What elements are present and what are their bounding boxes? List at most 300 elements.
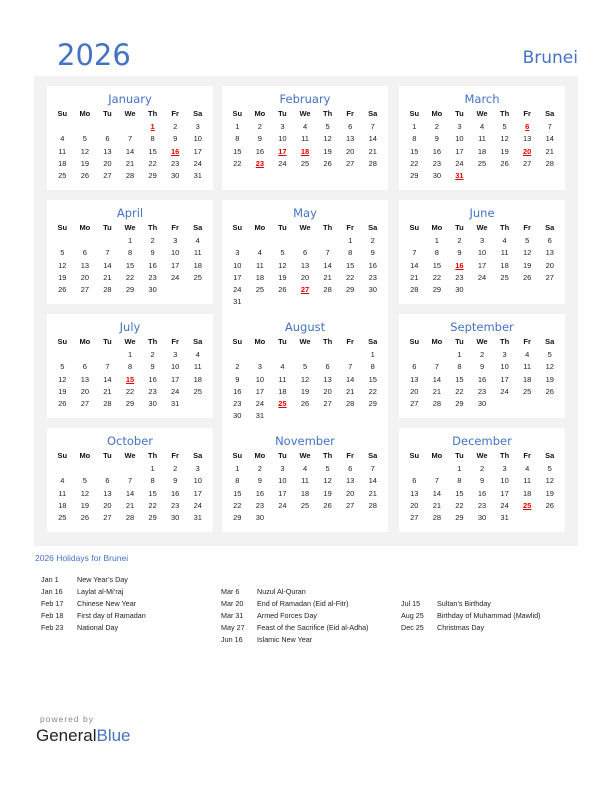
day-cell[interactable]: 18: [300, 488, 310, 498]
day-cell[interactable]: 2: [457, 236, 462, 245]
day-cell[interactable]: 15: [346, 260, 355, 270]
day-cell[interactable]: 19: [323, 488, 332, 498]
day-cell[interactable]: 12: [545, 362, 554, 372]
day-cell[interactable]: 9: [235, 374, 240, 384]
holiday-day[interactable]: 25: [523, 500, 532, 510]
day-cell[interactable]: 11: [58, 146, 67, 156]
day-cell[interactable]: 5: [325, 122, 330, 131]
day-cell[interactable]: 14: [125, 488, 135, 498]
day-cell[interactable]: 22: [148, 158, 157, 168]
day-cell[interactable]: 16: [432, 146, 442, 156]
day-cell[interactable]: 6: [105, 134, 110, 144]
day-cell[interactable]: 8: [412, 134, 417, 144]
day-cell[interactable]: 24: [171, 386, 180, 396]
day-cell[interactable]: 30: [233, 411, 242, 421]
day-cell[interactable]: 1: [235, 464, 240, 473]
day-cell[interactable]: 21: [432, 500, 442, 510]
day-cell[interactable]: 4: [302, 122, 308, 131]
day-cell[interactable]: 21: [545, 146, 554, 156]
day-cell[interactable]: 24: [255, 399, 265, 409]
day-cell[interactable]: 4: [195, 236, 200, 245]
day-cell[interactable]: 11: [193, 248, 202, 258]
day-cell[interactable]: 30: [455, 285, 464, 295]
day-cell[interactable]: 30: [148, 399, 157, 409]
day-cell[interactable]: 25: [300, 500, 310, 510]
day-cell[interactable]: 5: [60, 362, 65, 372]
day-cell[interactable]: 5: [280, 248, 285, 258]
day-cell[interactable]: 13: [80, 374, 90, 384]
day-cell[interactable]: 26: [523, 272, 532, 282]
holiday-day[interactable]: 31: [455, 171, 464, 181]
day-cell[interactable]: 12: [80, 488, 90, 498]
day-cell[interactable]: 30: [368, 285, 377, 295]
day-cell[interactable]: 29: [410, 171, 419, 181]
day-cell[interactable]: 18: [278, 386, 287, 396]
generalblue-logo[interactable]: [36, 726, 131, 746]
day-cell[interactable]: 23: [255, 500, 265, 510]
day-cell[interactable]: 1: [457, 350, 462, 359]
holiday-day[interactable]: 6: [525, 122, 530, 131]
day-cell[interactable]: 13: [410, 374, 419, 384]
day-cell[interactable]: 23: [171, 158, 180, 168]
day-cell[interactable]: 17: [500, 488, 509, 498]
day-cell[interactable]: 15: [233, 488, 242, 498]
day-cell[interactable]: 26: [278, 285, 287, 295]
day-cell[interactable]: 28: [432, 399, 442, 409]
day-cell[interactable]: 9: [370, 248, 375, 258]
day-cell[interactable]: 25: [193, 272, 202, 282]
day-cell[interactable]: 2: [150, 350, 155, 359]
day-cell[interactable]: 15: [410, 146, 419, 156]
day-cell[interactable]: 28: [545, 158, 554, 168]
day-cell[interactable]: 14: [432, 374, 442, 384]
day-cell[interactable]: 9: [257, 476, 262, 486]
day-cell[interactable]: 16: [171, 488, 180, 498]
day-cell[interactable]: 9: [173, 134, 178, 144]
day-cell[interactable]: 28: [323, 285, 332, 295]
day-cell[interactable]: 8: [348, 248, 353, 258]
day-cell[interactable]: 13: [103, 488, 112, 498]
day-cell[interactable]: 1: [127, 350, 133, 359]
day-cell[interactable]: 3: [502, 464, 507, 473]
day-cell[interactable]: 20: [410, 500, 419, 510]
day-cell[interactable]: 31: [255, 411, 265, 421]
day-cell[interactable]: 16: [368, 260, 377, 270]
day-cell[interactable]: 29: [368, 399, 377, 409]
day-cell[interactable]: 13: [80, 260, 90, 270]
holiday-day[interactable]: 20: [523, 146, 532, 156]
day-cell[interactable]: 9: [434, 134, 439, 144]
day-cell[interactable]: 20: [80, 386, 90, 396]
day-cell[interactable]: 15: [148, 488, 157, 498]
day-cell[interactable]: 3: [173, 236, 178, 245]
day-cell[interactable]: 7: [412, 248, 417, 258]
day-cell[interactable]: 20: [103, 500, 112, 510]
holiday-day[interactable]: 27: [300, 285, 310, 295]
day-cell[interactable]: 3: [280, 464, 285, 473]
day-cell[interactable]: 2: [257, 464, 262, 473]
day-cell[interactable]: 16: [255, 146, 265, 156]
day-cell[interactable]: 14: [545, 134, 554, 144]
day-cell[interactable]: 6: [302, 248, 308, 258]
day-cell[interactable]: 7: [348, 362, 353, 372]
day-cell[interactable]: 20: [410, 386, 419, 396]
day-cell[interactable]: 6: [348, 464, 353, 473]
day-cell[interactable]: 24: [278, 500, 287, 510]
day-cell[interactable]: 13: [523, 134, 532, 144]
day-cell[interactable]: 2: [434, 122, 439, 131]
day-cell[interactable]: 26: [58, 399, 67, 409]
day-cell[interactable]: 20: [545, 260, 554, 270]
day-cell[interactable]: 28: [125, 513, 135, 523]
day-cell[interactable]: 12: [58, 260, 67, 270]
day-cell[interactable]: 27: [410, 513, 419, 523]
day-cell[interactable]: 8: [127, 248, 133, 258]
day-cell[interactable]: 25: [477, 158, 487, 168]
day-cell[interactable]: 1: [457, 464, 462, 473]
day-cell[interactable]: 18: [58, 500, 67, 510]
day-cell[interactable]: 19: [300, 386, 310, 396]
day-cell[interactable]: 8: [235, 476, 240, 486]
day-cell[interactable]: 27: [346, 500, 355, 510]
day-cell[interactable]: 15: [148, 146, 157, 156]
day-cell[interactable]: 11: [255, 260, 264, 270]
day-cell[interactable]: 4: [257, 248, 262, 258]
day-cell[interactable]: 23: [171, 500, 180, 510]
day-cell[interactable]: 12: [80, 146, 90, 156]
day-cell[interactable]: 26: [545, 386, 554, 396]
day-cell[interactable]: 22: [125, 386, 135, 396]
day-cell[interactable]: 4: [195, 350, 200, 359]
day-cell[interactable]: 15: [368, 374, 377, 384]
day-cell[interactable]: 6: [105, 476, 110, 486]
day-cell[interactable]: 8: [457, 362, 462, 372]
day-cell[interactable]: 19: [58, 272, 67, 282]
day-cell[interactable]: 26: [323, 500, 332, 510]
day-cell[interactable]: 4: [479, 122, 485, 131]
day-cell[interactable]: 27: [545, 272, 554, 282]
day-cell[interactable]: 16: [148, 374, 157, 384]
day-cell[interactable]: 31: [233, 297, 242, 307]
day-cell[interactable]: 2: [173, 122, 178, 131]
day-cell[interactable]: 5: [502, 122, 507, 131]
day-cell[interactable]: 15: [455, 374, 464, 384]
day-cell[interactable]: 7: [325, 248, 330, 258]
day-cell[interactable]: 5: [82, 476, 87, 486]
day-cell[interactable]: 2: [173, 464, 178, 473]
day-cell[interactable]: 3: [173, 350, 178, 359]
day-cell[interactable]: 11: [193, 362, 202, 372]
day-cell[interactable]: 7: [105, 362, 110, 372]
day-cell[interactable]: 7: [105, 248, 110, 258]
day-cell[interactable]: 12: [523, 248, 532, 258]
day-cell[interactable]: 30: [171, 171, 180, 181]
day-cell[interactable]: 18: [193, 374, 202, 384]
day-cell[interactable]: 5: [302, 362, 308, 372]
day-cell[interactable]: 21: [103, 386, 112, 396]
day-cell[interactable]: 17: [171, 260, 180, 270]
day-cell[interactable]: 1: [412, 122, 417, 131]
day-cell[interactable]: 27: [103, 171, 112, 181]
day-cell[interactable]: 5: [547, 464, 552, 473]
day-cell[interactable]: 24: [500, 500, 509, 510]
day-cell[interactable]: 10: [278, 134, 287, 144]
day-cell[interactable]: 22: [368, 386, 377, 396]
day-cell[interactable]: 9: [257, 134, 262, 144]
day-cell[interactable]: 29: [432, 285, 442, 295]
day-cell[interactable]: 12: [58, 374, 67, 384]
day-cell[interactable]: 10: [455, 134, 464, 144]
day-cell[interactable]: 7: [127, 476, 133, 486]
day-cell[interactable]: 4: [502, 236, 507, 245]
day-cell[interactable]: 10: [171, 362, 180, 372]
day-cell[interactable]: 14: [346, 374, 355, 384]
day-cell[interactable]: 13: [346, 476, 355, 486]
day-cell[interactable]: 17: [255, 386, 265, 396]
day-cell[interactable]: 1: [127, 236, 133, 245]
day-cell[interactable]: 21: [323, 272, 332, 282]
day-cell[interactable]: 17: [278, 488, 287, 498]
day-cell[interactable]: 3: [195, 122, 200, 131]
day-cell[interactable]: 2: [257, 122, 262, 131]
day-cell[interactable]: 29: [125, 399, 135, 409]
day-cell[interactable]: 20: [103, 158, 112, 168]
day-cell[interactable]: 8: [127, 362, 133, 372]
day-cell[interactable]: 25: [255, 285, 265, 295]
day-cell[interactable]: 7: [127, 134, 133, 144]
day-cell[interactable]: 3: [502, 350, 507, 359]
day-cell[interactable]: 1: [150, 464, 155, 473]
day-cell[interactable]: 7: [370, 464, 375, 473]
day-cell[interactable]: 26: [300, 399, 310, 409]
day-cell[interactable]: 24: [171, 272, 180, 282]
day-cell[interactable]: 19: [545, 488, 554, 498]
day-cell[interactable]: 22: [455, 500, 464, 510]
day-cell[interactable]: 9: [150, 362, 155, 372]
day-cell[interactable]: 3: [479, 236, 485, 245]
day-cell[interactable]: 17: [193, 488, 202, 498]
day-cell[interactable]: 24: [278, 158, 287, 168]
day-cell[interactable]: 27: [103, 513, 112, 523]
day-cell[interactable]: 18: [255, 272, 265, 282]
holiday-day[interactable]: 23: [255, 158, 265, 168]
day-cell[interactable]: 3: [280, 122, 285, 131]
day-cell[interactable]: 5: [547, 350, 552, 359]
day-cell[interactable]: 19: [545, 374, 554, 384]
day-cell[interactable]: 6: [82, 362, 87, 372]
day-cell[interactable]: 24: [500, 386, 509, 396]
day-cell[interactable]: 11: [278, 374, 287, 384]
day-cell[interactable]: 30: [477, 399, 487, 409]
day-cell[interactable]: 10: [255, 374, 265, 384]
day-cell[interactable]: 11: [301, 134, 309, 144]
day-cell[interactable]: 29: [233, 513, 242, 523]
day-cell[interactable]: 28: [410, 285, 419, 295]
day-cell[interactable]: 10: [477, 248, 487, 258]
day-cell[interactable]: 25: [500, 272, 509, 282]
day-cell[interactable]: 14: [432, 488, 442, 498]
day-cell[interactable]: 17: [477, 260, 487, 270]
day-cell[interactable]: 22: [455, 386, 464, 396]
day-cell[interactable]: 20: [323, 386, 332, 396]
day-cell[interactable]: 10: [233, 260, 242, 270]
day-cell[interactable]: 4: [60, 134, 65, 144]
day-cell[interactable]: 5: [82, 134, 87, 144]
day-cell[interactable]: 22: [432, 272, 442, 282]
day-cell[interactable]: 28: [125, 171, 135, 181]
day-cell[interactable]: 16: [477, 374, 487, 384]
day-cell[interactable]: 10: [193, 134, 202, 144]
day-cell[interactable]: 27: [80, 285, 90, 295]
day-cell[interactable]: 10: [500, 362, 509, 372]
day-cell[interactable]: 23: [477, 386, 487, 396]
day-cell[interactable]: 24: [233, 285, 242, 295]
day-cell[interactable]: 9: [150, 248, 155, 258]
day-cell[interactable]: 23: [477, 500, 487, 510]
day-cell[interactable]: 14: [410, 260, 419, 270]
day-cell[interactable]: 23: [233, 399, 242, 409]
holiday-day[interactable]: 18: [300, 146, 310, 156]
day-cell[interactable]: 26: [80, 513, 90, 523]
day-cell[interactable]: 25: [58, 171, 67, 181]
day-cell[interactable]: 28: [368, 158, 377, 168]
day-cell[interactable]: 23: [432, 158, 442, 168]
day-cell[interactable]: 15: [432, 260, 442, 270]
day-cell[interactable]: 17: [171, 374, 180, 384]
holiday-day[interactable]: 16: [455, 260, 464, 270]
day-cell[interactable]: 5: [525, 236, 530, 245]
day-cell[interactable]: 12: [545, 476, 554, 486]
day-cell[interactable]: 10: [171, 248, 180, 258]
day-cell[interactable]: 30: [432, 171, 442, 181]
day-cell[interactable]: 6: [412, 362, 417, 372]
day-cell[interactable]: 29: [455, 513, 464, 523]
day-cell[interactable]: 30: [255, 513, 265, 523]
day-cell[interactable]: 8: [434, 248, 439, 258]
holiday-day[interactable]: 17: [278, 146, 287, 156]
day-cell[interactable]: 9: [173, 476, 178, 486]
day-cell[interactable]: 12: [323, 134, 332, 144]
day-cell[interactable]: 12: [323, 476, 332, 486]
day-cell[interactable]: 6: [348, 122, 353, 131]
day-cell[interactable]: 4: [525, 350, 530, 359]
day-cell[interactable]: 5: [60, 248, 65, 258]
day-cell[interactable]: 26: [323, 158, 332, 168]
day-cell[interactable]: 31: [500, 513, 509, 523]
day-cell[interactable]: 14: [368, 476, 377, 486]
day-cell[interactable]: 19: [323, 146, 332, 156]
day-cell[interactable]: 25: [58, 513, 67, 523]
day-cell[interactable]: 8: [150, 134, 155, 144]
day-cell[interactable]: 11: [523, 476, 532, 486]
day-cell[interactable]: 26: [58, 285, 67, 295]
day-cell[interactable]: 21: [432, 386, 442, 396]
day-cell[interactable]: 19: [80, 500, 90, 510]
day-cell[interactable]: 13: [410, 488, 419, 498]
day-cell[interactable]: 12: [300, 374, 310, 384]
day-cell[interactable]: 18: [523, 374, 532, 384]
day-cell[interactable]: 24: [477, 272, 487, 282]
day-cell[interactable]: 26: [545, 500, 554, 510]
day-cell[interactable]: 5: [325, 464, 330, 473]
day-cell[interactable]: 27: [346, 158, 355, 168]
day-cell[interactable]: 19: [278, 272, 287, 282]
day-cell[interactable]: 21: [125, 158, 135, 168]
day-cell[interactable]: 17: [193, 146, 202, 156]
day-cell[interactable]: 24: [455, 158, 464, 168]
day-cell[interactable]: 23: [148, 272, 157, 282]
day-cell[interactable]: 2: [479, 464, 485, 473]
day-cell[interactable]: 31: [193, 513, 202, 523]
day-cell[interactable]: 17: [455, 146, 464, 156]
day-cell[interactable]: 18: [58, 158, 67, 168]
day-cell[interactable]: 31: [193, 171, 202, 181]
day-cell[interactable]: 29: [346, 285, 355, 295]
day-cell[interactable]: 6: [547, 236, 552, 245]
day-cell[interactable]: 29: [125, 285, 135, 295]
day-cell[interactable]: 28: [346, 399, 355, 409]
day-cell[interactable]: 14: [103, 374, 112, 384]
day-cell[interactable]: 1: [235, 122, 240, 131]
day-cell[interactable]: 14: [323, 260, 332, 270]
day-cell[interactable]: 2: [479, 350, 485, 359]
day-cell[interactable]: 4: [280, 362, 285, 372]
day-cell[interactable]: 29: [148, 171, 157, 181]
day-cell[interactable]: 13: [545, 248, 554, 258]
day-cell[interactable]: 10: [500, 476, 509, 486]
day-cell[interactable]: 21: [368, 146, 377, 156]
day-cell[interactable]: 3: [235, 248, 240, 258]
day-cell[interactable]: 22: [233, 500, 242, 510]
day-cell[interactable]: 29: [455, 399, 464, 409]
day-cell[interactable]: 18: [500, 260, 509, 270]
day-cell[interactable]: 15: [233, 146, 242, 156]
day-cell[interactable]: 3: [457, 122, 462, 131]
day-cell[interactable]: 26: [80, 171, 90, 181]
day-cell[interactable]: 21: [346, 386, 355, 396]
day-cell[interactable]: 16: [148, 260, 157, 270]
day-cell[interactable]: 9: [479, 362, 485, 372]
day-cell[interactable]: 14: [125, 146, 135, 156]
day-cell[interactable]: 11: [523, 362, 532, 372]
day-cell[interactable]: 27: [323, 399, 332, 409]
day-cell[interactable]: 8: [457, 476, 462, 486]
day-cell[interactable]: 14: [103, 260, 112, 270]
day-cell[interactable]: 1: [370, 350, 375, 359]
day-cell[interactable]: 2: [370, 236, 375, 245]
day-cell[interactable]: 27: [523, 158, 532, 168]
day-cell[interactable]: 11: [301, 476, 309, 486]
day-cell[interactable]: 8: [235, 134, 240, 144]
day-cell[interactable]: 21: [103, 272, 112, 282]
day-cell[interactable]: 21: [368, 488, 377, 498]
day-cell[interactable]: 17: [233, 272, 242, 282]
day-cell[interactable]: 16: [233, 386, 242, 396]
day-cell[interactable]: 25: [300, 158, 310, 168]
day-cell[interactable]: 6: [82, 248, 87, 258]
day-cell[interactable]: 11: [500, 248, 509, 258]
holiday-day[interactable]: 16: [171, 146, 180, 156]
day-cell[interactable]: 30: [171, 513, 180, 523]
day-cell[interactable]: 19: [523, 260, 532, 270]
day-cell[interactable]: 12: [278, 260, 287, 270]
day-cell[interactable]: 10: [278, 476, 287, 486]
day-cell[interactable]: 8: [370, 362, 375, 372]
day-cell[interactable]: 23: [368, 272, 377, 282]
day-cell[interactable]: 9: [457, 248, 462, 258]
day-cell[interactable]: 29: [148, 513, 157, 523]
day-cell[interactable]: 13: [323, 374, 332, 384]
